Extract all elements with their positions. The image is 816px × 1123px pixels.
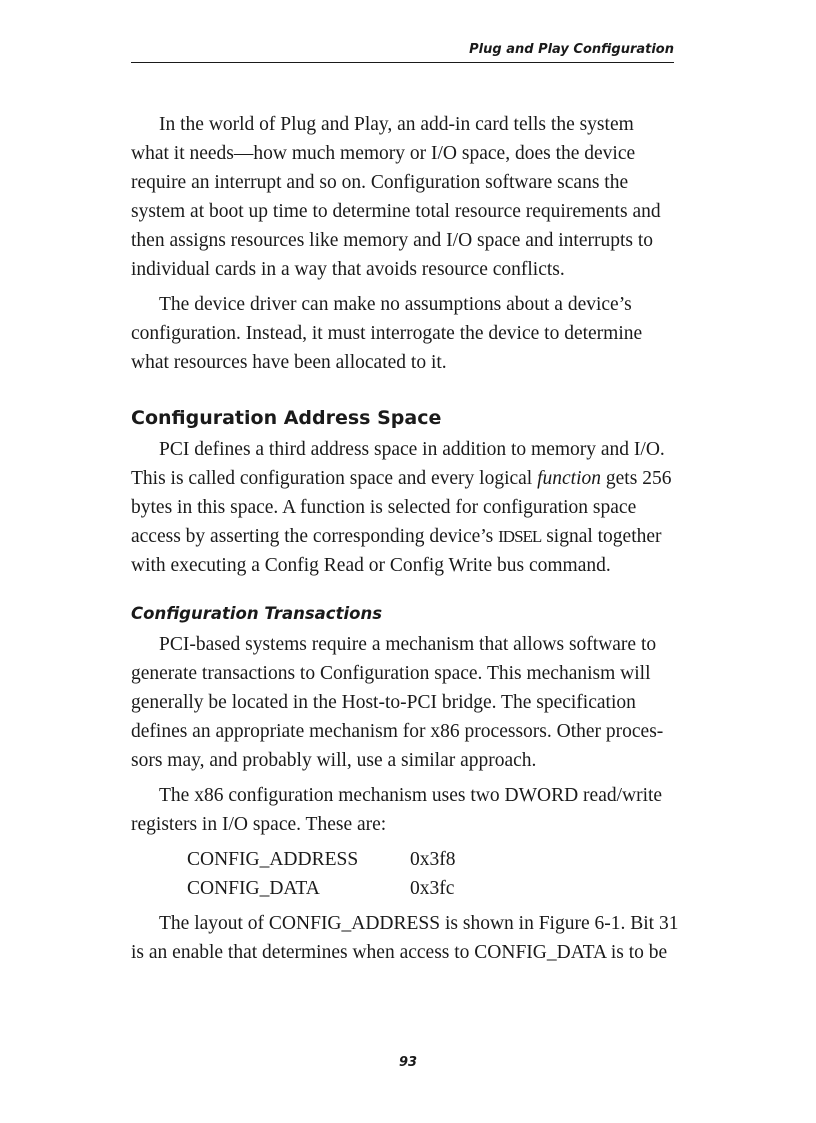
text-line	[131, 522, 676, 551]
text-line: what it needs—how much memory or I/O space, does the device	[131, 143, 636, 164]
register-name: CONFIG_ADDRESS	[187, 849, 359, 870]
paragraph-device-driver	[131, 290, 676, 377]
text-line: is an enable that determines when access to CONFIG_DATA is to be	[131, 942, 668, 963]
running-header	[131, 40, 674, 63]
text-line: configuration. Instead, it must interrogate the device to determine	[131, 323, 643, 344]
text-line: defines an appropriate mechanism for x86 processors. Other proces-	[131, 721, 664, 742]
register-address: 0x3fc	[410, 878, 455, 899]
text-line: then assigns resources like memory and I/O space and interrupts to	[131, 230, 654, 251]
register-row	[187, 874, 456, 903]
text-line: In the world of Plug and Play, an add-in card tells the system	[159, 114, 634, 135]
text-line: The x86 configuration mechanism uses two DWORD read/write	[159, 785, 663, 806]
page-content	[131, 110, 679, 973]
running-title: Plug and Play Configuration	[469, 42, 674, 57]
register-row	[187, 845, 456, 874]
paragraph-plug-and-play	[131, 110, 676, 284]
text-line: PCI defines a third address space in addition to memory and I/O.	[159, 439, 665, 460]
text-line: generally be located in the Host-to-PCI bridge. The specification	[131, 692, 636, 713]
text-run: access by asserting the corresponding device’s	[131, 526, 499, 547]
text-line: The layout of CONFIG_ADDRESS is shown in Figure 6-1. Bit 31	[159, 913, 679, 934]
italic-term: function	[537, 468, 602, 489]
register-address: 0x3f8	[410, 849, 456, 870]
text-line: individual cards in a way that avoids resource conflicts.	[131, 259, 565, 280]
paragraph-config-space	[131, 435, 676, 580]
text-line: system at boot up time to determine total resource requirements and	[131, 201, 661, 222]
text-line: with executing a Config Read or Config Write bus command.	[131, 555, 611, 576]
text-line: bytes in this space. A function is selected for configuration space	[131, 497, 637, 518]
text-run: This is called configuration space and every logical	[131, 468, 538, 489]
section-heading: Configuration Address Space	[131, 407, 442, 429]
paragraph-x86-mechanism	[131, 781, 676, 839]
paragraph-pci-systems	[131, 630, 676, 775]
text-line: require an interrupt and so on. Configuration software scans the	[131, 172, 629, 193]
text-line	[131, 464, 676, 493]
text-line: PCI-based systems require a mechanism that allows software to	[159, 634, 657, 655]
register-table	[187, 845, 456, 903]
text-run: signal together	[541, 526, 662, 547]
signal-name: IDSEL	[498, 527, 542, 546]
register-name: CONFIG_DATA	[187, 878, 320, 899]
text-line: generate transactions to Configuration space. This mechanism will	[131, 663, 651, 684]
page-number: 93	[398, 1055, 418, 1070]
text-line: registers in I/O space. These are:	[131, 814, 387, 835]
text-line: The device driver can make no assumptions about a device’s	[159, 294, 632, 315]
paragraph-config-address-layout	[131, 909, 679, 967]
text-run: gets 256	[601, 468, 672, 489]
text-line: sors may, and probably will, use a similar approach.	[131, 750, 537, 771]
text-line: what resources have been allocated to it.	[131, 352, 447, 373]
subsection-heading: Configuration Transactions	[131, 604, 383, 623]
